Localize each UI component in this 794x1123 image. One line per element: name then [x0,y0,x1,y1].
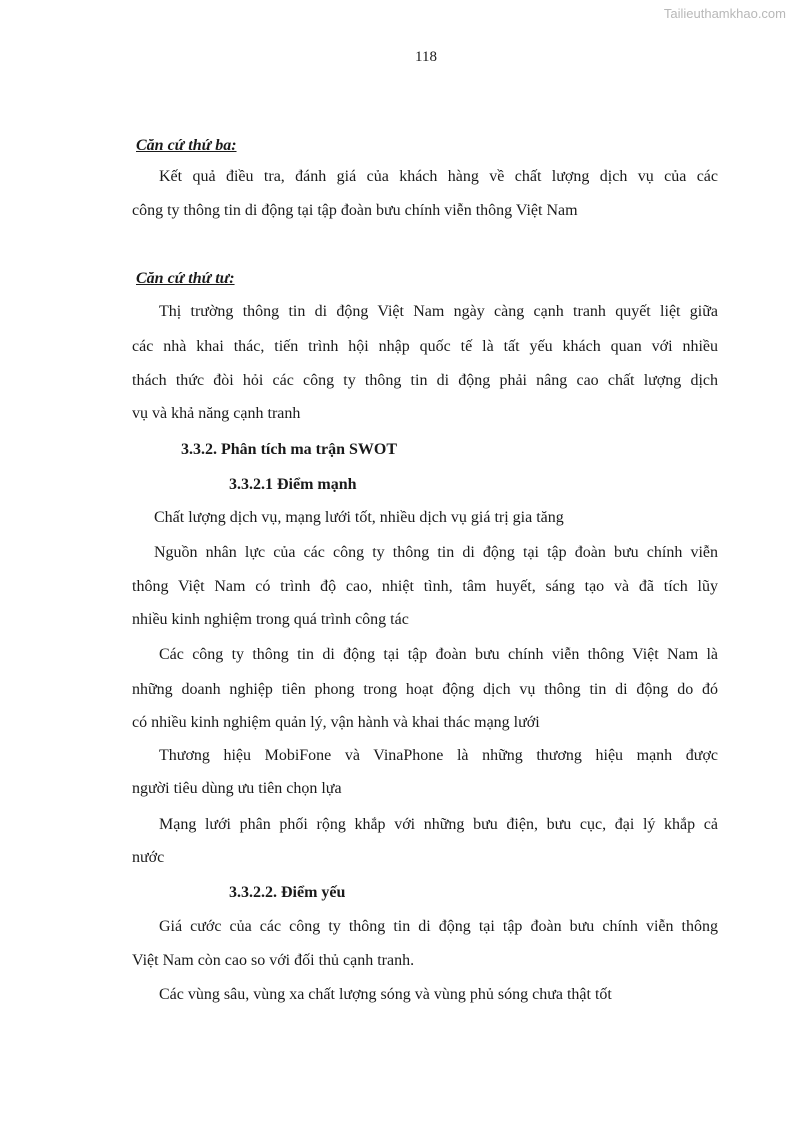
paragraph-line: những doanh nghiệp tiên phong trong hoạt động dịch vụ thông tin di động do đó [132,681,718,698]
watermark-text: Tailieuthamkhao.com [663,6,786,21]
paragraph-line: các nhà khai thác, tiến trình hội nhập quốc tế là tất yếu khách quan với nhiều [132,338,718,355]
paragraph-line: Thị trường thông tin di động Việt Nam ngày càng cạnh tranh quyết liệt giữa [159,303,718,320]
paragraph-line: người tiêu dùng ưu tiên chọn lựa [132,780,342,797]
paragraph-line: thách thức đòi hỏi các công ty thông tin di động phải nâng cao chất lượng dịch [132,372,718,389]
paragraph-line: Kết quả điều tra, đánh giá của khách hàng về chất lượng dịch vụ của các [159,168,718,185]
heading-can-cu-thu-tu: Căn cứ thứ tư: [136,270,235,287]
subsection-heading-weaknesses: 3.3.2.2. Điểm yếu [229,884,346,901]
section-heading-swot: 3.3.2. Phân tích ma trận SWOT [181,441,398,458]
paragraph-line: công ty thông tin di động tại tập đoàn bưu chính viễn thông Việt Nam [132,202,578,219]
paragraph-line: Nguồn nhân lực của các công ty thông tin di động tại tập đoàn bưu chính viễn [154,544,718,561]
paragraph-line: nước [132,849,165,866]
paragraph-line: Việt Nam còn cao so với đối thủ cạnh tranh. [132,952,415,969]
paragraph-line: Mạng lưới phân phối rộng khắp với những bưu điện, bưu cục, đại lý khắp cả [159,816,718,833]
paragraph-line: Chất lượng dịch vụ, mạng lưới tốt, nhiều dịch vụ giá trị gia tăng [154,509,564,526]
heading-can-cu-thu-ba: Căn cứ thứ ba: [136,137,237,154]
paragraph-line: có nhiều kinh nghiệm quản lý, vận hành và khai thác mạng lưới [132,714,540,731]
paragraph-line: thông Việt Nam có trình độ cao, nhiệt tình, tâm huyết, sáng tạo và đã tích lũy [132,578,718,595]
subsection-heading-strengths: 3.3.2.1 Điểm mạnh [229,476,357,493]
paragraph-line: Các vùng sâu, vùng xa chất lượng sóng và vùng phủ sóng chưa thật tốt [159,986,612,1003]
paragraph-line: vụ và khả năng cạnh tranh [132,405,301,422]
paragraph-line: Các công ty thông tin di động tại tập đoàn bưu chính viễn thông Việt Nam là [159,646,718,663]
paragraph-line: Thương hiệu MobiFone và VinaPhone là những thương hiệu mạnh được [159,747,718,764]
page-number: 118 [415,49,437,65]
paragraph-line: Giá cước của các công ty thông tin di động tại tập đoàn bưu chính viễn thông [159,918,718,935]
paragraph-line: nhiều kinh nghiệm trong quá trình công tác [132,611,409,628]
